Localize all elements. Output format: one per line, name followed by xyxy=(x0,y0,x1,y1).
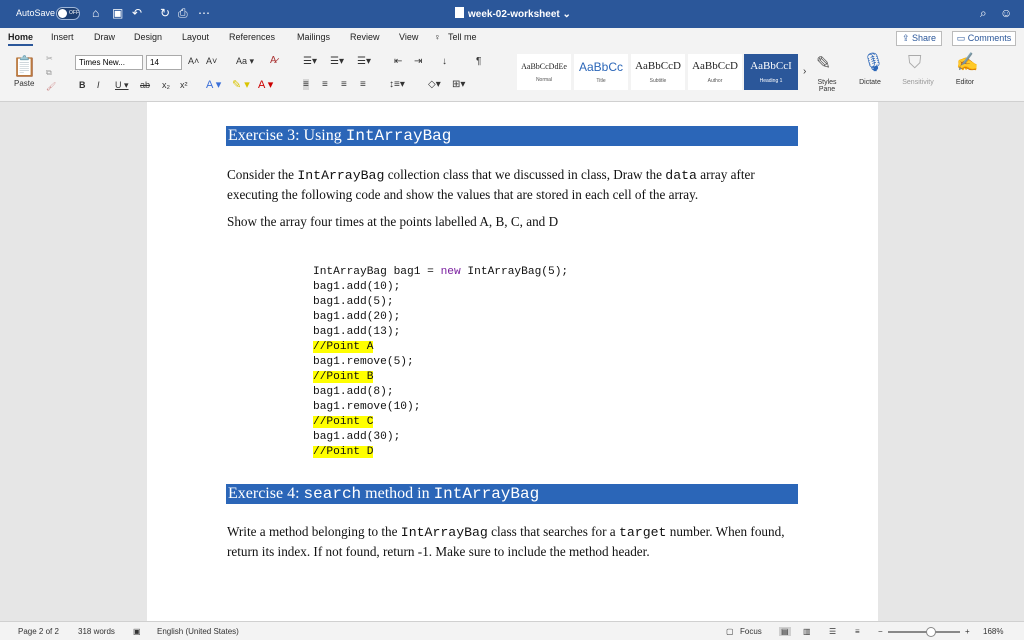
code-line-6: bag1.remove(5); xyxy=(313,356,414,368)
style-heading-1[interactable]: AaBbCcI Heading 1 xyxy=(744,54,798,90)
shrink-font-icon[interactable]: A˅ xyxy=(206,56,218,66)
font-color-icon[interactable]: A ▾ xyxy=(258,79,274,91)
account-icon[interactable]: ☺ xyxy=(1000,6,1013,20)
autosave-label: AutoSave xyxy=(16,8,56,18)
clear-format-icon[interactable]: A̷ xyxy=(270,55,277,66)
style-author[interactable]: AaBbCcD Author xyxy=(688,54,742,90)
change-case-icon[interactable]: Aa ▾ xyxy=(236,56,255,66)
tell-me[interactable]: Tell me xyxy=(448,32,477,42)
draft-icon[interactable]: ≡ xyxy=(855,627,860,636)
autosave-state: OFF xyxy=(69,10,79,16)
word-count[interactable]: 318 words xyxy=(78,627,115,636)
subscript-icon[interactable]: x₂ xyxy=(162,80,170,90)
style-subtitle[interactable]: AaBbCcD Subtitle xyxy=(631,54,685,90)
align-right-icon[interactable]: ≡ xyxy=(341,79,347,90)
tab-references[interactable]: References xyxy=(229,32,276,42)
font-size-select[interactable]: 14 xyxy=(146,55,182,70)
highlight-icon[interactable]: ✎ ▾ xyxy=(232,79,250,91)
home-icon[interactable]: ⌂ xyxy=(92,6,100,20)
lightbulb-icon: ♀ xyxy=(434,32,441,42)
exercise-4-instructions: Write a method belonging to the IntArrayBag class that searches for a target number. When found, return its index. If not found, return -1. Make sure to include the method header. xyxy=(227,524,785,559)
code-line-3: bag1.add(20); xyxy=(313,311,401,323)
microphone-icon[interactable]: 🎙 xyxy=(862,52,885,72)
copy-icon[interactable]: ⧉ xyxy=(46,68,52,77)
superscript-icon[interactable]: x² xyxy=(180,80,188,90)
style-normal[interactable]: AaBbCcDdEe Normal xyxy=(517,54,571,90)
outline-icon[interactable]: ☰ xyxy=(829,627,837,636)
code-line-12: //Point D xyxy=(313,446,374,458)
editor-icon[interactable]: ✍ xyxy=(956,52,979,72)
increase-indent-icon[interactable]: ⇥ xyxy=(414,56,423,67)
zoom-out-icon[interactable]: − xyxy=(878,627,883,636)
print-icon[interactable]: ⎙ xyxy=(178,6,188,20)
more-icon[interactable]: ⋯ xyxy=(198,6,210,20)
title-bar xyxy=(0,0,1024,28)
code-block xyxy=(313,265,568,460)
exercise-4-heading: Exercise 4: search method in IntArrayBag xyxy=(226,484,798,504)
underline-icon[interactable]: U ▾ xyxy=(115,80,129,90)
zoom-slider-track[interactable] xyxy=(888,631,960,633)
styles-pane-label: Styles Pane xyxy=(817,79,837,93)
format-painter-icon[interactable]: 🖌 xyxy=(46,82,57,91)
tab-home[interactable]: Home xyxy=(8,32,34,42)
comments-button[interactable]: ▭ Comments xyxy=(952,31,1016,46)
shading-icon[interactable]: ◇▾ xyxy=(428,79,441,90)
comment-icon: ▭ xyxy=(956,33,968,43)
page-count[interactable]: Page 2 of 2 xyxy=(18,627,59,636)
zoom-slider-knob[interactable] xyxy=(926,627,936,637)
cut-icon[interactable]: ✂ xyxy=(46,54,53,63)
grow-font-icon[interactable]: A˄ xyxy=(188,56,200,66)
multilevel-list-icon[interactable]: ☰▾ xyxy=(357,56,371,67)
code-line-11: bag1.add(30); xyxy=(313,431,401,443)
sort-icon[interactable]: ↓ xyxy=(442,56,447,67)
autosave-toggle[interactable] xyxy=(56,7,80,20)
code-line-8: bag1.add(8); xyxy=(313,386,394,398)
paste-icon[interactable]: 📋 xyxy=(12,56,37,78)
code-line-10: //Point C xyxy=(313,416,374,428)
styles-gallery-chevron-icon[interactable]: › xyxy=(803,66,807,77)
code-line-5: //Point A xyxy=(313,341,374,353)
tab-insert[interactable]: Insert xyxy=(51,32,74,42)
editor-label: Editor xyxy=(955,79,975,86)
save-icon[interactable]: ▣ xyxy=(112,6,124,20)
share-button[interactable]: ⇪ Share xyxy=(896,31,942,46)
strikethrough-icon[interactable]: ab xyxy=(140,80,151,90)
code-line-7: //Point B xyxy=(313,371,374,383)
focus-icon[interactable]: ▢ xyxy=(726,627,734,636)
text-effects-icon[interactable]: A ▾ xyxy=(206,79,222,91)
code-line-4: bag1.add(13); xyxy=(313,326,401,338)
status-bar xyxy=(0,621,1024,640)
document-page[interactable] xyxy=(147,102,878,621)
zoom-in-icon[interactable]: + xyxy=(965,627,970,636)
tab-layout[interactable]: Layout xyxy=(182,32,210,42)
font-name-select[interactable]: Times New... xyxy=(75,55,143,70)
tab-draw[interactable]: Draw xyxy=(94,32,116,42)
sensitivity-label: Sensitivity xyxy=(902,79,934,86)
code-line-2: bag1.add(5); xyxy=(313,296,394,308)
language[interactable]: English (United States) xyxy=(157,627,239,636)
undo-icon[interactable]: ↶ xyxy=(132,6,143,20)
sensitivity-icon[interactable]: ⛉ xyxy=(908,52,922,72)
style-title[interactable]: AaBbCc Title xyxy=(574,54,628,90)
web-layout-icon[interactable]: ▥ xyxy=(803,627,811,636)
toggle-knob xyxy=(58,9,67,18)
ribbon-tabs xyxy=(0,28,1024,48)
dictate-label: Dictate xyxy=(859,79,881,86)
align-left-icon[interactable]: ≡ xyxy=(303,79,309,90)
numbering-icon[interactable]: ☰▾ xyxy=(330,56,344,67)
styles-pane-icon[interactable]: ✎ xyxy=(816,53,832,73)
focus-label[interactable]: Focus xyxy=(740,627,762,636)
code-line-0: IntArrayBag bag1 = new IntArrayBag(5); xyxy=(313,266,569,278)
redo-icon[interactable]: ↻ xyxy=(160,6,171,20)
ribbon xyxy=(0,48,1024,102)
document-icon xyxy=(455,7,464,18)
code-line-1: bag1.add(10); xyxy=(313,281,401,293)
document-canvas[interactable] xyxy=(0,102,1024,621)
italic-icon[interactable]: I xyxy=(97,80,100,90)
document-title[interactable]: week-02-worksheet ⌄ xyxy=(455,7,571,20)
pilcrow-icon[interactable]: ¶ xyxy=(476,56,482,67)
code-line-9: bag1.remove(10); xyxy=(313,401,421,413)
decrease-indent-icon[interactable]: ⇤ xyxy=(394,56,403,67)
zoom-level[interactable]: 168% xyxy=(983,627,1004,636)
tab-review[interactable]: Review xyxy=(350,32,380,42)
proofing-icon[interactable]: ▣ xyxy=(133,627,141,636)
exercise-3-instructions: Consider the IntArrayBag collection class that we discussed in class, Draw the data array after executing the following code and show the values that are stored in each cell of the array. xyxy=(227,167,755,202)
paste-label: Paste xyxy=(14,79,35,88)
bold-icon[interactable]: B xyxy=(79,80,86,90)
share-icon: ⇪ xyxy=(901,33,912,43)
bullets-icon[interactable]: ☰▾ xyxy=(303,56,317,67)
exercise-3-heading: Exercise 3: Using IntArrayBag xyxy=(226,126,798,146)
justify-icon[interactable]: ≡ xyxy=(360,79,366,90)
line-spacing-icon[interactable]: ↕≡▾ xyxy=(389,79,405,90)
exercise-3-note: Show the array four times at the points labelled A, B, C, and D xyxy=(227,214,559,229)
align-center-icon[interactable]: ≡ xyxy=(322,79,328,90)
tab-view[interactable]: View xyxy=(399,32,419,42)
borders-icon[interactable]: ⊞▾ xyxy=(452,79,466,90)
tab-mailings[interactable]: Mailings xyxy=(297,32,331,42)
print-layout-icon[interactable]: ▤ xyxy=(781,627,789,636)
tab-design[interactable]: Design xyxy=(134,32,163,42)
search-icon[interactable]: ⌕ xyxy=(980,6,987,20)
